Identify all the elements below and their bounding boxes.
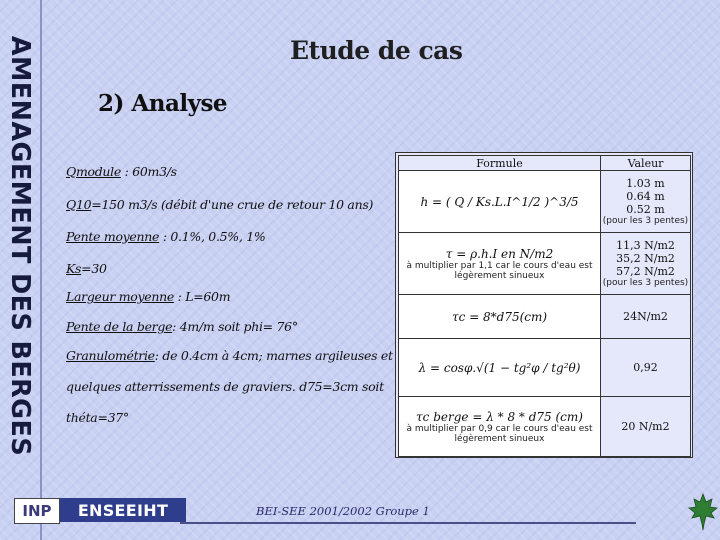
maple-leaf-icon (688, 492, 718, 532)
value: 0.64 m (626, 190, 665, 203)
slide-title: Etude de cas (290, 36, 463, 65)
param-text: =30 (81, 261, 107, 276)
formula-critical: τc = 8*d75(cm) (451, 309, 548, 324)
param-ks (66, 261, 107, 276)
value: 0,92 (633, 361, 658, 374)
value: 11,3 N/m2 (616, 239, 675, 252)
param-theta (66, 410, 129, 425)
param-key: Granulométrie (66, 348, 155, 363)
value-cell (601, 295, 691, 339)
param-q10 (66, 197, 373, 212)
param-text: =150 m3/s (débit d'une crue de retour 10 ans) (91, 197, 374, 212)
formula-cell (399, 171, 601, 233)
footer-divider (180, 522, 636, 524)
slide-subtitle: 2) Analyse (98, 90, 228, 117)
param-text: : de 0.4cm à 4cm; marnes argileuses et (154, 348, 393, 363)
value: 35,2 N/m2 (616, 252, 675, 265)
param-granulometrie (66, 348, 393, 363)
value: 1.03 m (626, 177, 665, 190)
formula-depth: h = ( Q / Ks.L.I^1/2 )^3/5 (420, 194, 579, 209)
value: 0.52 m (626, 203, 665, 216)
param-text: : L=60m (173, 289, 231, 304)
param-largeur (66, 289, 230, 304)
value-note: (pour les 3 pentes) (602, 216, 689, 226)
param-text: théta=37° (66, 410, 129, 425)
value-cell (601, 397, 691, 457)
inp-logo: INP (14, 498, 60, 524)
value: 24N/m2 (623, 310, 668, 323)
sidebar (0, 0, 42, 540)
value-note: (pour les 3 pentes) (602, 278, 689, 288)
vertical-title: AMENAGEMENT DES BERGES (5, 35, 35, 457)
param-key: Qmodule (66, 164, 121, 179)
school-logo: ENSEEIHT (60, 498, 186, 522)
formula-shear: τ = ρ.h.I en N/m2 (445, 246, 554, 261)
param-text: : 0.1%, 0.5%, 1% (159, 229, 266, 244)
header-value: Valeur (601, 156, 691, 171)
param-pente (66, 229, 265, 244)
param-text: : 4m/m soit phi= 76° (172, 319, 298, 334)
param-text: : 60m3/s (120, 164, 177, 179)
param-granulometrie-cont (66, 379, 384, 394)
formula-cell (399, 339, 601, 397)
value: 20 N/m2 (621, 420, 670, 433)
value-cell (601, 233, 691, 295)
formula-cell (399, 233, 601, 295)
param-key: Pente de la berge (66, 319, 173, 334)
formula-note: à multiplier par 1,1 car le cours d'eau est légèrement sinueux (406, 260, 593, 281)
footer-text: BEI-SEE 2001/2002 Groupe 1 (256, 504, 430, 518)
param-key: Pente moyenne (66, 229, 160, 244)
param-key: Ks (66, 261, 82, 276)
param-text: quelques atterrissements de graviers. d75=3cm soit (66, 379, 384, 394)
value: 57,2 N/m2 (616, 265, 675, 278)
param-key: Q10 (66, 197, 92, 212)
enseeiht-logo (14, 498, 186, 522)
header-formula: Formule (399, 156, 601, 171)
formula-bank: τc berge = λ * 8 * d75 (cm) (416, 409, 583, 424)
results-table (395, 152, 693, 458)
formula-note: à multiplier par 0,9 car le cours d'eau est légèrement sinueux (406, 423, 593, 444)
value-cell (601, 339, 691, 397)
formula-cell (399, 295, 601, 339)
value-cell (601, 171, 691, 233)
param-key: Largeur moyenne (66, 289, 174, 304)
formula-cell (399, 397, 601, 457)
param-pente-berge (66, 319, 298, 334)
formula-lambda: λ = cosφ.√(1 − tg²φ / tg²θ) (418, 360, 581, 375)
param-qmodule (66, 164, 177, 179)
